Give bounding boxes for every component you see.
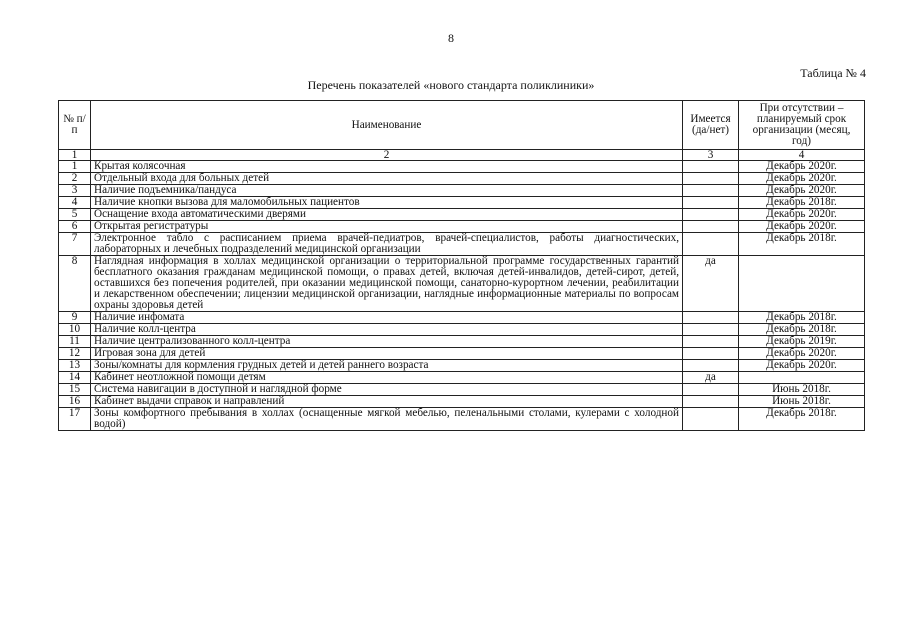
row-available [683,384,739,396]
table-row [59,324,865,336]
row-available [683,396,739,408]
row-number: 13 [59,360,91,372]
row-number: 1 [59,161,91,173]
row-planned-term: Декабрь 2018г. [739,408,865,431]
row-planned-term: Декабрь 2018г. [739,312,865,324]
table-row [59,360,865,372]
row-available [683,161,739,173]
row-available [683,324,739,336]
table-row [59,408,865,431]
table-label: Таблица № 4 [800,66,866,80]
row-planned-term: Декабрь 2020г. [739,209,865,221]
row-available: да [683,256,739,312]
table-row [59,197,865,209]
row-planned-term: Декабрь 2018г. [739,233,865,256]
document-title: Перечень показателей «нового стандарта поликлиники» [307,78,595,92]
row-number: 8 [59,256,91,312]
row-available [683,336,739,348]
row-number: 6 [59,221,91,233]
table-row [59,173,865,185]
row-name: Электронное табло с расписанием приема врачей-педиатров, врачей-специалистов, работы диагностических, лабораторных и лечебных подразделений медицинской организации [91,233,683,256]
header-name: Наименование [91,101,683,150]
row-planned-term: Июнь 2018г. [739,384,865,396]
table-row [59,396,865,408]
row-available [683,185,739,197]
row-planned-term: Декабрь 2020г. [739,360,865,372]
row-available [683,408,739,431]
column-number: 1 [59,150,91,161]
row-planned-term: Декабрь 2019г. [739,336,865,348]
row-number: 17 [59,408,91,431]
row-name: Зоны комфортного пребывания в холлах (оснащенные мягкой мебелью, пеленальными столами, кулерами с холодной водой) [91,408,683,431]
column-number: 2 [91,150,683,161]
row-planned-term: Декабрь 2018г. [739,324,865,336]
column-number: 4 [739,150,865,161]
table-row [59,348,865,360]
row-number: 7 [59,233,91,256]
row-name: Кабинет неотложной помощи детям [91,372,683,384]
row-number: 10 [59,324,91,336]
row-planned-term [739,372,865,384]
table-row [59,256,865,312]
row-planned-term: Декабрь 2020г. [739,161,865,173]
row-name: Наличие подъемника/пандуса [91,185,683,197]
row-number: 11 [59,336,91,348]
row-name: Наглядная информация в холлах медицинской организации о территориальной программе государственных гарантий бесплатного оказания гражданам медицинской помощи, о правах детей, включая детей-инвалидов, детей-сирот, детей, оставшихся без попечения родителей, при оказании медицинской помощи, санаторно-курортном лечении, реабилитации и лекарственном обеспечении; лицензии медицинской организации, наглядные информационные материалы по вопросам охраны здоровья детей [91,256,683,312]
row-planned-term: Декабрь 2020г. [739,221,865,233]
row-number: 9 [59,312,91,324]
row-planned-term: Декабрь 2020г. [739,185,865,197]
row-planned-term: Декабрь 2020г. [739,348,865,360]
table-row [59,372,865,384]
row-available [683,312,739,324]
row-name: Наличие кнопки вызова для маломобильных пациентов [91,197,683,209]
column-numbers-row [59,150,865,161]
row-available [683,221,739,233]
row-name: Наличие централизованного колл-центра [91,336,683,348]
row-available [683,348,739,360]
row-name: Наличие инфомата [91,312,683,324]
indicators-table [58,100,865,431]
row-name: Оснащение входа автоматическими дверями [91,209,683,221]
table-row [59,161,865,173]
row-number: 15 [59,384,91,396]
header-has: Имеется (да/нет) [683,101,739,150]
table-row [59,209,865,221]
row-planned-term: Декабрь 2018г. [739,197,865,209]
row-planned-term: Июнь 2018г. [739,396,865,408]
row-number: 14 [59,372,91,384]
row-name: Зоны/комнаты для кормления грудных детей и детей раннего возраста [91,360,683,372]
row-name: Крытая колясочная [91,161,683,173]
row-available [683,233,739,256]
row-available [683,173,739,185]
row-available [683,209,739,221]
row-available: да [683,372,739,384]
table-row [59,384,865,396]
row-number: 4 [59,197,91,209]
row-planned-term: Декабрь 2020г. [739,173,865,185]
row-available [683,360,739,372]
page-number: 8 [448,31,454,45]
table-row [59,336,865,348]
row-name: Игровая зона для детей [91,348,683,360]
row-name: Наличие колл-центра [91,324,683,336]
header-row [59,101,865,150]
row-available [683,197,739,209]
row-number: 5 [59,209,91,221]
row-name: Система навигации в доступной и наглядной форме [91,384,683,396]
row-number: 3 [59,185,91,197]
row-planned-term [739,256,865,312]
header-term: При отсутствии – планируемый срок организации (месяц, год) [739,101,865,150]
row-name: Отдельный входа для больных детей [91,173,683,185]
table-row [59,185,865,197]
row-number: 16 [59,396,91,408]
header-num: № п/п [59,101,91,150]
row-number: 12 [59,348,91,360]
table-row [59,221,865,233]
row-name: Кабинет выдачи справок и направлений [91,396,683,408]
row-name: Открытая регистратуры [91,221,683,233]
row-number: 2 [59,173,91,185]
column-number: 3 [683,150,739,161]
table-row [59,312,865,324]
table-row [59,233,865,256]
